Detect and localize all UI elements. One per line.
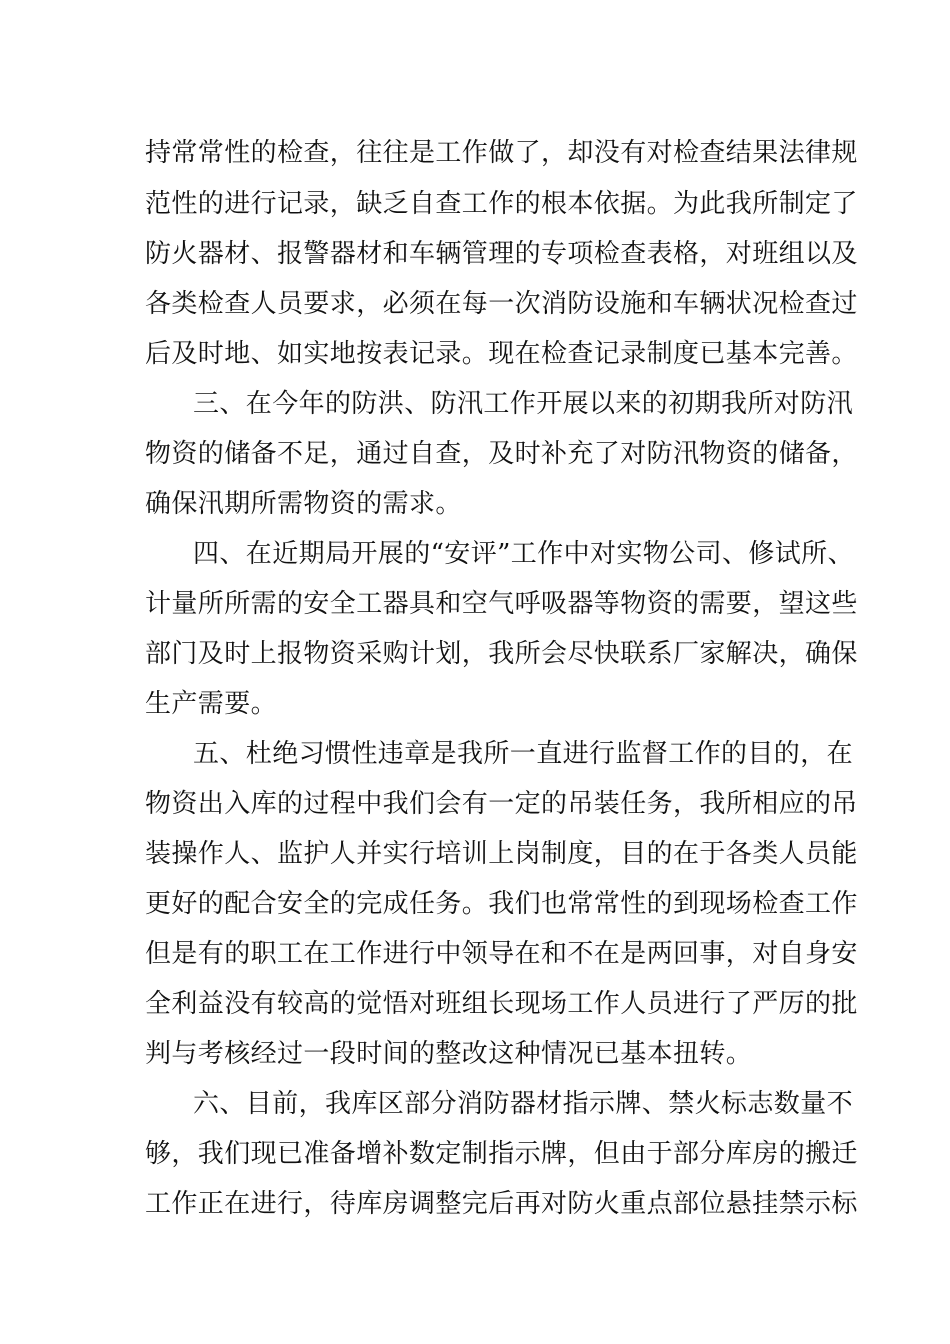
text-line: 判与考核经过一段时间的整改这种情况已基本扭转。 xyxy=(145,1039,753,1069)
paragraph-start-line: 六、目前，我库区部分消防器材指示牌、禁火标志数量不 xyxy=(193,1089,854,1119)
paragraph-start-line: 四、在近期局开展的“安评”工作中对实物公司、修试所、 xyxy=(193,539,854,569)
text-line: 计量所所需的安全工器具和空气呼吸器等物资的需要，望这些 xyxy=(145,589,858,619)
text-line: 后及时地、如实地按表记录。现在检查记录制度已基本完善。 xyxy=(145,339,858,369)
text-line: 持常常性的检查，往往是工作做了，却没有对检查结果法律规 xyxy=(145,138,858,168)
text-line: 防火器材、报警器材和车辆管理的专项检查表格，对班组以及 xyxy=(145,239,858,269)
text-line: 更好的配合安全的完成任务。我们也常常性的到现场检查工作 xyxy=(145,889,858,919)
text-line: 够，我们现已准备增补数定制指示牌，但由于部分库房的搬迁 xyxy=(145,1139,858,1169)
text-line: 装操作人、监护人并实行培训上岗制度，目的在于各类人员能 xyxy=(145,839,858,869)
text-line: 范性的进行记录，缺乏自查工作的根本依据。为此我所制定了 xyxy=(145,189,858,219)
text-line: 工作正在进行，待库房调整完后再对防火重点部位悬挂禁示标 xyxy=(145,1189,858,1219)
text-line: 确保汛期所需物资的需求。 xyxy=(145,489,462,519)
text-line: 各类检查人员要求，必须在每一次消防设施和车辆状况检查过 xyxy=(145,289,858,319)
paragraph-start-line: 三、在今年的防洪、防汛工作开展以来的初期我所对防汛 xyxy=(193,389,854,419)
text-line: 物资出入库的过程中我们会有一定的吊装任务，我所相应的吊 xyxy=(145,789,858,819)
text-line: 但是有的职工在工作进行中领导在和不在是两回事，对自身安 xyxy=(145,939,858,969)
paragraph-start-line: 五、杜绝习惯性违章是我所一直进行监督工作的目的，在 xyxy=(193,739,854,769)
text-line: 物资的储备不足，通过自查，及时补充了对防汛物资的储备， xyxy=(145,439,858,469)
text-line: 生产需要。 xyxy=(145,689,278,719)
text-line: 部门及时上报物资采购计划，我所会尽快联系厂家解决，确保 xyxy=(145,639,858,669)
text-line: 全利益没有较高的觉悟对班组长现场工作人员进行了严厉的批 xyxy=(145,989,858,1019)
